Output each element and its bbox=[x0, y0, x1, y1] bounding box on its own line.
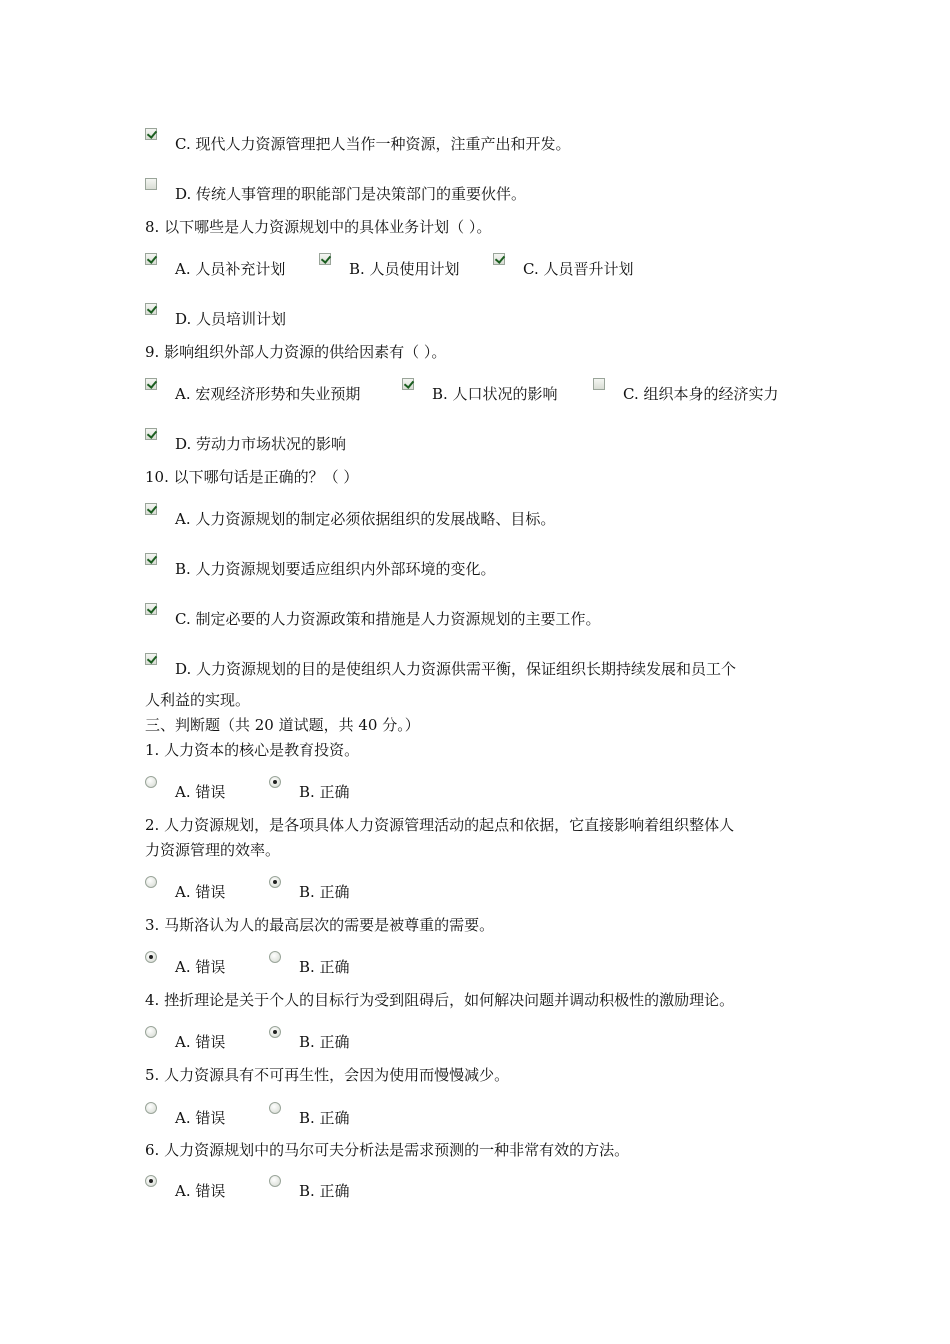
radio-icon[interactable] bbox=[145, 876, 157, 888]
checkbox-icon[interactable] bbox=[145, 378, 157, 390]
checkbox-icon[interactable] bbox=[493, 253, 505, 265]
option-label: A. 错误 bbox=[175, 883, 226, 901]
radio-icon[interactable] bbox=[145, 1175, 157, 1187]
radio-icon[interactable] bbox=[145, 1102, 157, 1114]
checkbox-icon[interactable] bbox=[402, 378, 414, 390]
radio-icon[interactable] bbox=[145, 1026, 157, 1038]
radio-icon[interactable] bbox=[269, 1175, 281, 1187]
question-10-text: 10. 以下哪句话是正确的？（ ） bbox=[145, 468, 359, 486]
option-label: B. 人力资源规划要适应组织内外部环境的变化。 bbox=[175, 560, 496, 578]
radio-icon[interactable] bbox=[269, 776, 281, 788]
option-label: B. 人口状况的影响 bbox=[432, 385, 558, 403]
checkbox-icon[interactable] bbox=[145, 303, 157, 315]
option-label: D. 人力资源规划的目的是使组织人力资源供需平衡，保证组织长期持续发展和员工个 bbox=[175, 660, 737, 678]
checkbox-icon[interactable] bbox=[145, 553, 157, 565]
option-label: B. 正确 bbox=[299, 783, 350, 801]
option-label: A. 错误 bbox=[175, 1109, 226, 1127]
option-label: A. 错误 bbox=[175, 958, 226, 976]
judgment-2-text: 2. 人力资源规划，是各项具体人力资源管理活动的起点和依据，它直接影响着组织整体人 bbox=[145, 816, 735, 834]
checkbox-icon[interactable] bbox=[145, 253, 157, 265]
radio-icon[interactable] bbox=[269, 876, 281, 888]
option-label: B. 正确 bbox=[299, 883, 350, 901]
option-label: A. 人员补充计划 bbox=[175, 260, 286, 278]
checkbox-icon[interactable] bbox=[145, 428, 157, 440]
radio-icon[interactable] bbox=[269, 951, 281, 963]
judgment-2-text-cont: 力资源管理的效率。 bbox=[145, 841, 281, 859]
option-label: D. 劳动力市场状况的影响 bbox=[175, 435, 347, 453]
checkbox-icon[interactable] bbox=[145, 128, 157, 140]
option-label: C. 现代人力资源管理把人当作一种资源，注重产出和开发。 bbox=[175, 135, 571, 153]
option-label: C. 制定必要的人力资源政策和措施是人力资源规划的主要工作。 bbox=[175, 610, 601, 628]
option-label: B. 正确 bbox=[299, 1182, 350, 1200]
checkbox-icon[interactable] bbox=[145, 603, 157, 615]
checkbox-icon[interactable] bbox=[593, 378, 605, 390]
checkbox-icon[interactable] bbox=[145, 178, 157, 190]
option-label: C. 组织本身的经济实力 bbox=[623, 385, 779, 403]
radio-icon[interactable] bbox=[145, 776, 157, 788]
option-label: B. 人员使用计划 bbox=[349, 260, 460, 278]
option-label: A. 人力资源规划的制定必须依据组织的发展战略、目标。 bbox=[175, 510, 556, 528]
radio-icon[interactable] bbox=[145, 951, 157, 963]
section-3-title: 三、判断题（共 20 道试题，共 40 分。） bbox=[145, 716, 420, 734]
judgment-3-text: 3. 马斯洛认为人的最高层次的需要是被尊重的需要。 bbox=[145, 916, 495, 934]
option-label: A. 宏观经济形势和失业预期 bbox=[175, 385, 361, 403]
question-9-text: 9. 影响组织外部人力资源的供给因素有（ ）。 bbox=[145, 343, 447, 361]
checkbox-icon[interactable] bbox=[145, 653, 157, 665]
option-label: D. 传统人事管理的职能部门是决策部门的重要伙伴。 bbox=[175, 185, 527, 203]
judgment-1-text: 1. 人力资本的核心是教育投资。 bbox=[145, 741, 360, 759]
radio-icon[interactable] bbox=[269, 1026, 281, 1038]
radio-icon[interactable] bbox=[269, 1102, 281, 1114]
checkbox-icon[interactable] bbox=[145, 503, 157, 515]
judgment-4-text: 4. 挫折理论是关于个人的目标行为受到阻碍后，如何解决问题并调动积极性的激励理论。 bbox=[145, 991, 735, 1009]
option-label: B. 正确 bbox=[299, 958, 350, 976]
option-label: A. 错误 bbox=[175, 1033, 226, 1051]
option-label: A. 错误 bbox=[175, 1182, 226, 1200]
option-label: D. 人员培训计划 bbox=[175, 310, 287, 328]
option-label: B. 正确 bbox=[299, 1033, 350, 1051]
option-label: A. 错误 bbox=[175, 783, 226, 801]
option-label: B. 正确 bbox=[299, 1109, 350, 1127]
option-label: C. 人员晋升计划 bbox=[523, 260, 634, 278]
judgment-5-text: 5. 人力资源具有不可再生性，会因为使用而慢慢减少。 bbox=[145, 1066, 510, 1084]
question-8-text: 8. 以下哪些是人力资源规划中的具体业务计划（ ）。 bbox=[145, 218, 492, 236]
judgment-6-text: 6. 人力资源规划中的马尔可夫分析法是需求预测的一种非常有效的方法。 bbox=[145, 1141, 630, 1159]
checkbox-icon[interactable] bbox=[319, 253, 331, 265]
q10-option-d-continued: 人利益的实现。 bbox=[145, 691, 251, 709]
